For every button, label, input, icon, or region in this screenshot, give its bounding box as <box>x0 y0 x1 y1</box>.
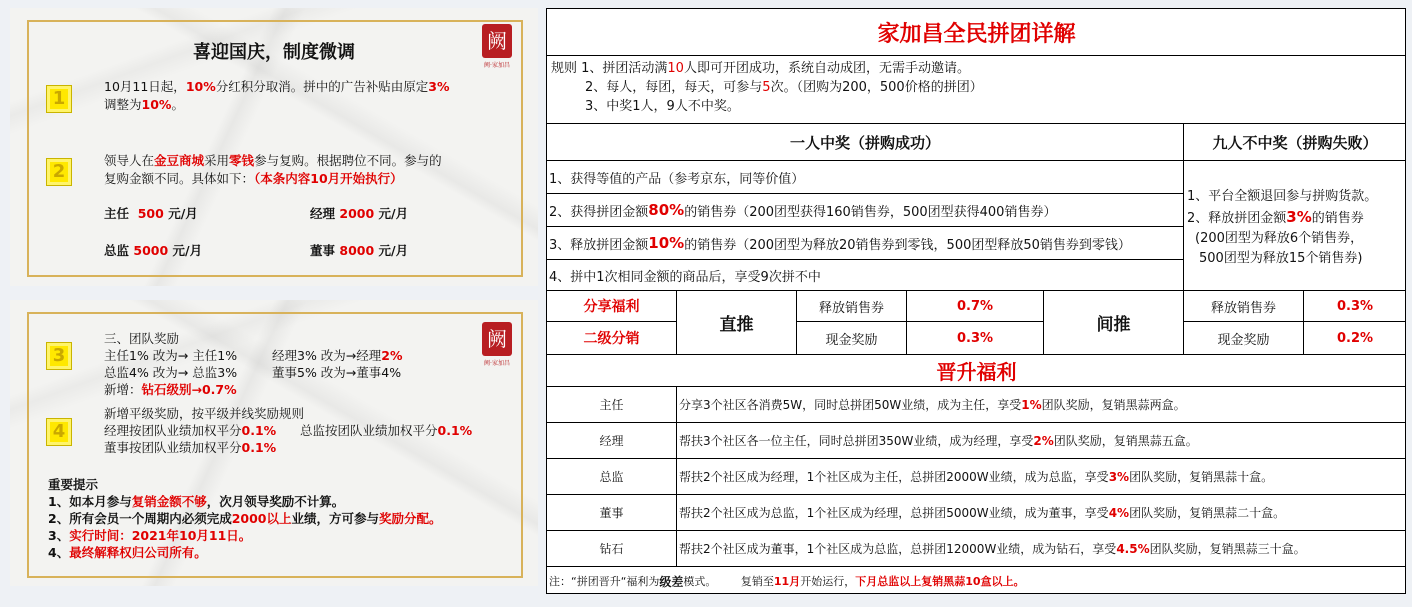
indirect-cash-label: 现金奖励 <box>1184 322 1304 355</box>
promo-rank: 董事 <box>547 495 677 531</box>
team-line: 新增平级奖励，按平级并线奖励规则 <box>104 406 305 421</box>
number-badge-1: 1 <box>46 85 72 113</box>
item-1-text: 10月11日起，10%分红积分取消。拼中的广告补贴由原定3% 调整为10%。 <box>104 79 450 112</box>
direct-label: 直推 <box>677 291 797 355</box>
notice-line: 4、最终解释权归公司所有。 <box>48 545 207 560</box>
lose-cell <box>1184 161 1406 291</box>
promo-detail: 帮扶2个社区成为经理，1个社区成为主任，总拼团2000W业绩，成为总监，享受 3% 团队奖励，复销黑蒜十盒。 <box>677 459 1406 495</box>
notice-line: 3、实行时间：2021年10月11日。 <box>48 528 252 543</box>
brand-logo <box>482 322 512 367</box>
announcement-slide-2 <box>10 300 538 586</box>
share-label: 分享福利 <box>547 291 677 322</box>
win-row: 3、释放拼团金额 10% 的销售券（200团型为释放20销售券到零钱，500团型释放50销售券到零钱） <box>547 227 1184 260</box>
promo-rank: 总监 <box>547 459 677 495</box>
direct-release-value: 0.7% <box>907 291 1044 322</box>
team-line: 总监4% 改为→ 总监3% <box>104 365 238 380</box>
footnote: 注：“拼团晋升“福利为 级差 模式。 复销至 11月 开始运行， 下月总监以上复销黑蒜10盒以上。 <box>547 567 1406 594</box>
team-line: 新增：钻石级别→0.7% <box>104 382 237 397</box>
rule-line: 规则 1、拼团活动满10人即可开团成功，系统自动成团，无需手动邀请。 <box>551 61 970 76</box>
promo-rank: 主任 <box>547 387 677 423</box>
rule-line: 2、每人，每团，每天，可参与5次。（团购为200，500价格的拼团） <box>585 80 983 95</box>
promotion-title: 晋升福利 <box>547 355 1406 387</box>
team-line: 董事5% 改为→董事4% <box>272 365 402 380</box>
rank-row: 主任 500 元/月 <box>104 206 198 221</box>
lose-line: 1、平台全额退回参与拼购货款。 <box>1187 189 1378 204</box>
team-line: 总监按团队业绩加权平分0.1% <box>300 423 473 438</box>
win-row: 1、获得等值的产品（参考京东，同等价值） <box>547 161 1184 194</box>
rank-row: 董事 8000 元/月 <box>310 243 409 258</box>
team-line: 主任1% 改为→ 主任1% <box>104 348 238 363</box>
sheet-title: 家加昌全民拼团详解 <box>547 9 1406 56</box>
promo-rank: 钻石 <box>547 531 677 567</box>
indirect-cash-value: 0.2% <box>1304 322 1406 355</box>
item-2-text: 领导人在金豆商城采用零钱参与复购。根据聘位不同。参与的 复购金额不同。具体如下：（本条内容10月开始执行） <box>104 153 442 186</box>
lose-line: 2、释放拼团金额3%的销售券 <box>1187 208 1364 226</box>
direct-cash-label: 现金奖励 <box>797 322 907 355</box>
announcement-slide-1 <box>10 8 538 286</box>
promo-detail: 帮扶2个社区成为董事，1个社区成为总监，总拼团12000W业绩，成为钻石，享受 4.5% 团队奖励，复销黑蒜三十盒。 <box>677 531 1406 567</box>
promo-detail: 帮扶3个社区各一位主任，同时总拼团350W业绩，成为经理，享受 2% 团队奖励，复销黑蒜五盒。 <box>677 423 1406 459</box>
number-badge-4: 4 <box>46 418 72 446</box>
lose-line: 500团型为释放15个销售券) <box>1199 251 1363 266</box>
promo-rank: 经理 <box>547 423 677 459</box>
number-badge-2: 2 <box>46 158 72 186</box>
logo-caption: 阙·家加昌 <box>484 62 510 69</box>
team-line: 董事按团队业绩加权平分0.1% <box>104 440 277 455</box>
team-line: 经理按团队业绩加权平分0.1% <box>104 423 277 438</box>
second-level-label: 二级分销 <box>547 322 677 355</box>
win-header: 一人中奖（拼购成功） <box>547 124 1184 161</box>
slide-title: 喜迎国庆，制度微调 <box>193 42 355 63</box>
indirect-release-value: 0.3% <box>1304 291 1406 322</box>
group-buy-sheet <box>546 8 1406 594</box>
rank-row: 经理 2000 元/月 <box>310 206 409 221</box>
team-line: 经理3% 改为→经理2% <box>272 348 403 363</box>
lose-header: 九人不中奖（拼购失败） <box>1184 124 1406 161</box>
indirect-release-label: 释放销售券 <box>1184 291 1304 322</box>
number-badge-3: 3 <box>46 342 72 370</box>
logo-glyph: 阙 <box>487 29 507 53</box>
rank-row: 总监 5000 元/月 <box>104 243 203 258</box>
rules-cell <box>547 56 1406 124</box>
direct-release-label: 释放销售券 <box>797 291 907 322</box>
promo-detail: 帮扶2个社区成为总监，1个社区成为经理，总拼团5000W业绩，成为董事，享受 4% 团队奖励，复销黑蒜二十盒。 <box>677 495 1406 531</box>
lose-line: (200团型为释放6个销售券， <box>1195 231 1364 246</box>
notice-line: 1、如本月参与复销金额不够，次月领导奖励不计算。 <box>48 494 345 509</box>
win-row: 4、拼中1次相同金额的商品后，享受9次拼不中 <box>547 260 1184 291</box>
team-heading: 三、团队奖励 <box>104 331 180 346</box>
promo-detail: 分享3个社区各消费5W，同时总拼团50W业绩，成为主任，享受 1% 团队奖励，复销黑蒜两盒。 <box>677 387 1406 423</box>
direct-cash-value: 0.3% <box>907 322 1044 355</box>
logo-caption: 阙·家加昌 <box>484 360 510 367</box>
logo-glyph: 阙 <box>487 327 507 351</box>
notice-line: 2、所有会员一个周期内必须完成2000以上业绩，方可参与奖励分配。 <box>48 511 442 526</box>
win-row: 2、获得拼团金额 80% 的销售券（200团型获得160销售券，500团型获得400销售券） <box>547 194 1184 227</box>
rule-line: 3、中奖1人，9人不中奖。 <box>585 99 740 114</box>
notice-title: 重要提示 <box>48 477 99 492</box>
indirect-label: 间推 <box>1044 291 1184 355</box>
